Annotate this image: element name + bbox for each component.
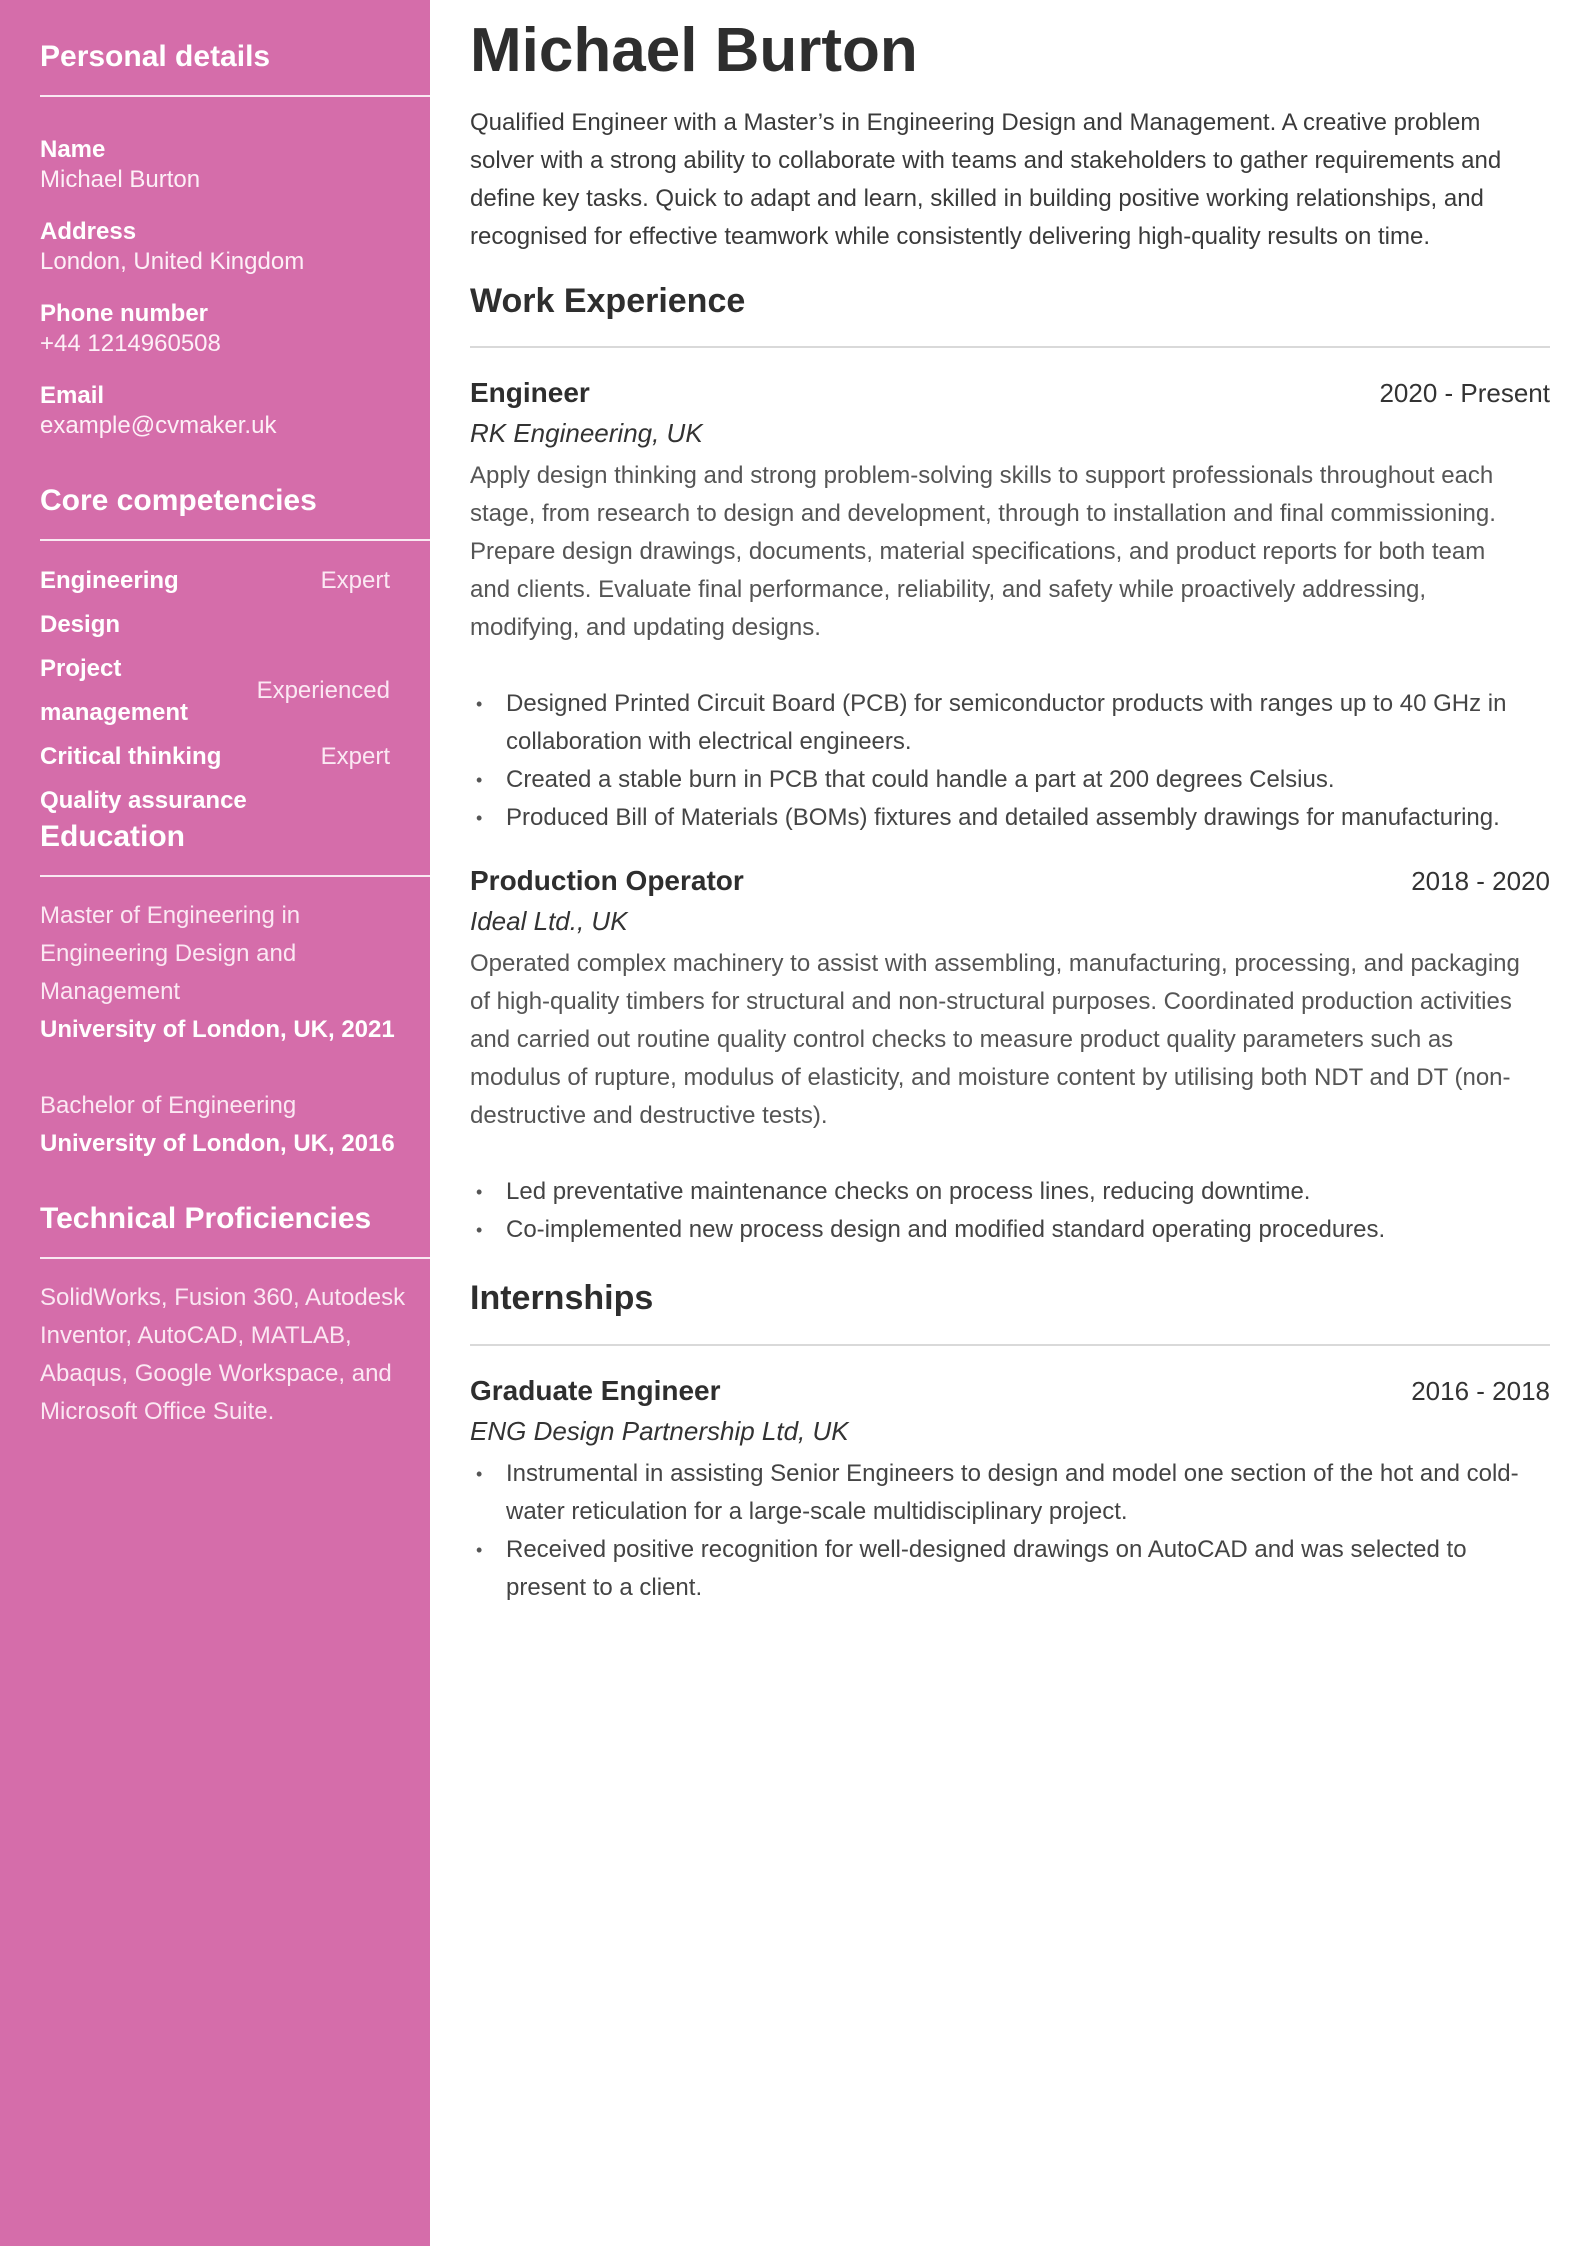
job-description: Apply design thinking and strong problem-solving skills to support professionals throughout each stage, from research to design and development, through to installation and final commissioning. Prepare design drawings, documents, material specifications, and product reports for both team and clients. Evaluate final performance, reliability, and safety while proactively addressing, modifying, and updating designs. — [470, 462, 1496, 641]
job-dates: 2020 - Present — [1379, 378, 1550, 408]
personal-item-email — [40, 381, 430, 441]
personal-label: Name — [40, 136, 106, 163]
competency-level: Experienced — [256, 677, 390, 704]
section-divider — [40, 95, 430, 97]
education-item — [40, 897, 430, 1049]
education-school: University of London, UK, 2021 — [40, 1016, 395, 1043]
job-description: Operated complex machinery to assist with assembling, manufacturing, processing, and packaging of high-quality timbers for structural and non-structural purposes. Coordinated production activities and carried out routine quality control checks to measure product quality parameters such as modulus of rupture, modulus of elasticity, and moisture content by utilising both NDT and DT (non-destructive and destructive tests). — [470, 950, 1520, 1129]
education-degree: Master of Engineering in Engineering Design and Management — [40, 902, 301, 1005]
internship-entry — [470, 1371, 1550, 1607]
sidebar — [0, 0, 430, 2246]
section-divider — [470, 346, 1550, 348]
profile-summary: Qualified Engineer with a Master’s in Engineering Design and Management. A creative problem solver with a strong ability to collaborate with teams and stakeholders to gather requirements and define key tasks. Quick to adapt and learn, skilled in building positive working relationships, and recognised for effective teamwork while consistently delivering high-quality results on time. — [470, 109, 1502, 250]
job-company: ENG Design Partnership Ltd, UK — [470, 1416, 849, 1446]
job-bullets — [470, 685, 1550, 837]
competency-row — [40, 647, 390, 735]
work-experience-heading: Work Experience — [470, 282, 746, 320]
competency-name: Engineering Design — [40, 567, 179, 638]
job-title: Graduate Engineer — [470, 1375, 721, 1406]
personal-label: Phone number — [40, 300, 209, 327]
personal-value: Michael Burton — [40, 166, 201, 193]
job-entry — [470, 373, 1550, 837]
job-bullets — [470, 1455, 1550, 1607]
job-bullets — [470, 1173, 1550, 1249]
personal-value: +44 1214960508 — [40, 330, 221, 357]
personal-details-heading: Personal details — [40, 40, 271, 73]
competency-name: Quality assurance — [40, 787, 247, 814]
section-divider — [470, 1344, 1550, 1346]
job-company: Ideal Ltd., UK — [470, 906, 628, 936]
personal-value: example@cvmaker.uk — [40, 412, 277, 439]
competencies-section — [40, 481, 430, 823]
internships-heading: Internships — [470, 1279, 654, 1317]
bullet-item: • Instrumental in assisting Senior Engineers to design and model one section of the hot and cold-water reticulation for a large-scale multidisciplinary project. — [506, 1455, 1536, 1531]
bullet-item: • Created a stable burn in PCB that could handle a part at 200 degrees Celsius. — [506, 761, 1536, 799]
competency-level: Expert — [320, 567, 390, 594]
personal-item-address — [40, 217, 430, 277]
personal-value: London, United Kingdom — [40, 248, 305, 275]
technical-heading: Technical Proficiencies — [40, 1202, 372, 1235]
bullet-item: • Co-implemented new process design and modified standard operating procedures. — [506, 1211, 1536, 1249]
job-dates: 2018 - 2020 — [1411, 866, 1550, 896]
technical-section — [40, 1199, 430, 1431]
job-entry — [470, 861, 1550, 1249]
section-divider — [40, 539, 430, 541]
bullet-item: • Led preventative maintenance checks on process lines, reducing downtime. — [506, 1173, 1536, 1211]
competency-row — [40, 735, 390, 779]
candidate-name: Michael Burton — [470, 16, 918, 85]
job-title: Production Operator — [470, 865, 744, 896]
section-divider — [40, 1257, 430, 1259]
section-divider — [40, 875, 430, 877]
competency-name: Critical thinking — [40, 743, 222, 770]
personal-label: Address — [40, 218, 137, 245]
job-title: Engineer — [470, 377, 590, 408]
education-heading: Education — [40, 820, 186, 853]
personal-item-name — [40, 135, 430, 195]
bullet-item: • Produced Bill of Materials (BOMs) fixtures and detailed assembly drawings for manufacturing. — [506, 799, 1536, 837]
competency-name: Project management — [40, 655, 189, 726]
education-section — [40, 817, 430, 1163]
bullet-item: • Received positive recognition for well-designed drawings on AutoCAD and was selected to present to a client. — [506, 1531, 1536, 1607]
job-dates: 2016 - 2018 — [1411, 1376, 1550, 1406]
education-school: University of London, UK, 2016 — [40, 1130, 395, 1157]
education-degree: Bachelor of Engineering — [40, 1092, 297, 1119]
bullet-item: • Designed Printed Circuit Board (PCB) for semiconductor products with ranges up to 40 GHz in collaboration with electrical engineers. — [506, 685, 1536, 761]
personal-label: Email — [40, 382, 105, 409]
personal-item-phone — [40, 299, 430, 359]
personal-details-section — [40, 37, 430, 441]
technical-text: SolidWorks, Fusion 360, Autodesk Inventor, AutoCAD, MATLAB, Abaqus, Google Workspace, and Microsoft Office Suite. — [40, 1284, 406, 1425]
competencies-heading: Core competencies — [40, 484, 317, 517]
education-item — [40, 1087, 430, 1163]
competency-row — [40, 559, 390, 647]
competency-level: Expert — [320, 743, 390, 770]
job-company: RK Engineering, UK — [470, 418, 703, 448]
